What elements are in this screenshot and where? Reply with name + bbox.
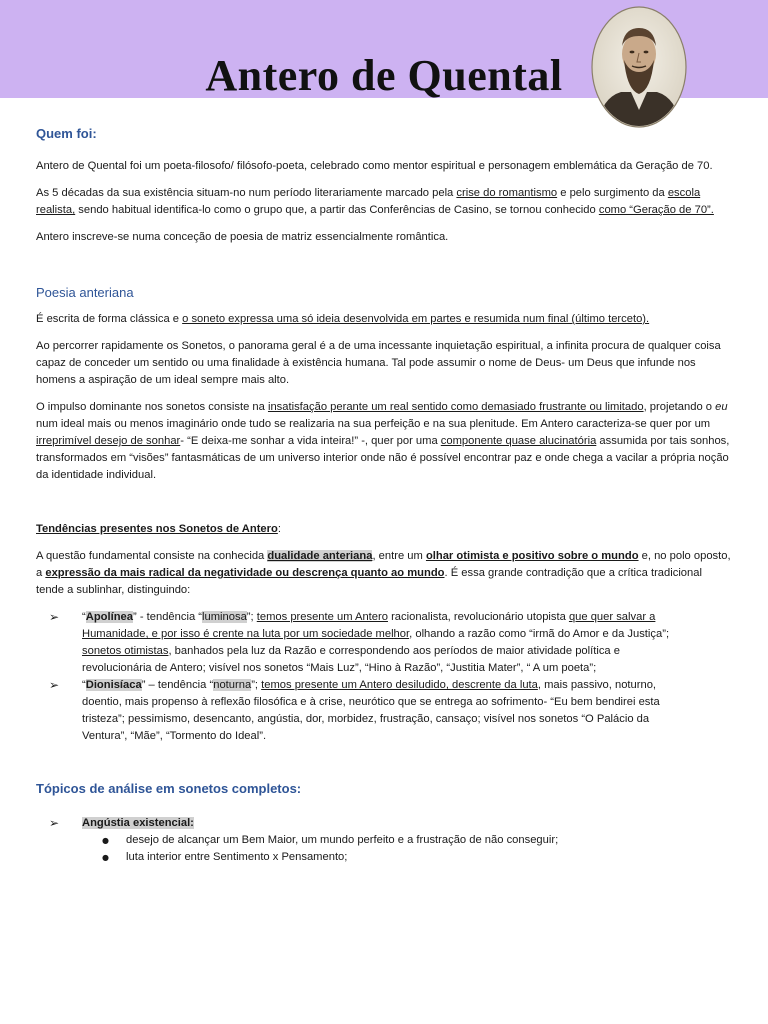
text-span: ”;: [251, 679, 262, 691]
paragraph: [36, 548, 732, 599]
text-span: O impulso dominante nos sonetos consiste na: [36, 401, 268, 413]
underlined-text: temos presente um Antero: [256, 611, 388, 623]
paragraph: [36, 185, 732, 219]
heading-text: Tendências presentes nos Sonetos de Antero: [36, 523, 278, 535]
text-span: , mais passivo, noturno, doentio, mais propenso à reflexão filosófica e à crise, neurótico que se entrega ao sofrimento- “Eu bem bendirei esta tristeza”; pessimismo, desencanto, angústia, dor, morbidez, frustração, cansaço; visível nos sonetos “O Palácio da Ventura”, “Mãe”, “Tormento do Ideal”.: [82, 679, 660, 742]
underlined-text: como “Geração de 70”.: [598, 204, 714, 216]
text-span: assumida por tais sonhos, transformados em “visões” fantasmáticas de um universo interior onde não é possível encontrar paz e onde chega a vacilar a própria noção da identidade individual.: [36, 435, 730, 481]
text-span: . É essa grande contradição que a crítica tradicional tende a sublinhar, distinguindo:: [36, 567, 702, 596]
underlined-text: temos presente um Antero desiludido, descrente da luta: [261, 679, 538, 691]
underlined-text: sonetos otimistas: [82, 645, 169, 657]
section-heading-tendencias: [36, 521, 732, 538]
author-portrait: [591, 6, 687, 128]
text-span: racionalista, revolucionário utopista: [387, 611, 569, 623]
topics-list: [36, 815, 732, 832]
text-span: , projetando o: [643, 401, 716, 413]
paragraph: Antero inscreve-se numa conceção de poesia de matriz essencialmente romântica.: [36, 231, 449, 243]
highlighted-text: dualidade anteriana: [267, 550, 373, 562]
text-span: num ideal mais ou menos imaginário onde tudo se realizaria na sua perfeição e na sua plenitude. Em Antero caracteriza-se quer por um: [36, 418, 711, 430]
text-span: , entre um: [372, 550, 426, 562]
document-body: [36, 120, 732, 866]
text-span: e, no polo oposto, a: [36, 550, 731, 579]
underlined-text: escola realista,: [36, 187, 701, 216]
underlined-bold-text: expressão da mais radical da negatividade ou descrença quanto ao mundo: [45, 567, 445, 579]
text-span: “: [82, 679, 86, 691]
bullet-item: ● desejo de alcançar um Bem Maior, um mundo perfeito e a frustração de não conseguir;: [36, 832, 732, 849]
text-span: e pelo surgimento da: [557, 187, 668, 199]
section-heading-poesia-anteriana: Poesia anteriana: [36, 285, 134, 300]
underlined-text: que quer salvar a Humanidade, e por isso é crente na luta por um sociedade melhor: [82, 611, 656, 640]
angustia-bullets: [36, 832, 732, 866]
highlighted-text: Angústia existencial:: [82, 817, 194, 829]
underlined-text: crise do romantismo: [456, 187, 558, 199]
underlined-text: componente quase alucinatória: [440, 435, 597, 447]
paragraph: Ao percorrer rapidamente os Sonetos, o panorama geral é a de uma incessante inquietação espiritual, a infinita procura de qualquer coisa capaz de conceder um sentido ou uma finalidade à existência humana. Tal pode assumir o nome de Deus- um Deus que infunde nos homens a aspiração de um ideal sempre mais alto.: [36, 340, 721, 386]
paragraph: [36, 399, 732, 484]
section-heading-topicos: Tópicos de análise em sonetos completos:: [36, 781, 302, 796]
text-span: , olhando a razão como “irmã do Amor e da Justiça”;: [409, 628, 670, 640]
bullet-item: ● luta interior entre Sentimento x Pensamento;: [36, 849, 732, 866]
underlined-bold-text: olhar otimista e positivo sobre o mundo: [425, 550, 639, 562]
list-item-apolinea: [36, 609, 732, 677]
text-span: ” - tendência “: [132, 611, 203, 623]
paragraph: Antero de Quental foi um poeta-filosofo/ filósofo-poeta, celebrado como mentor espiritual e personagem emblemática da Geração de 70.: [36, 160, 713, 172]
highlighted-text: Dionisíaca: [85, 679, 142, 691]
italic-text: eu: [715, 401, 728, 413]
list-item-dionisiaca: [36, 677, 732, 745]
text-span: “: [82, 611, 86, 623]
text-span: ”;: [246, 611, 257, 623]
list-item-angustia: [36, 815, 732, 832]
underlined-text: insatisfação perante um real sentido como demasiado frustrante ou limitado: [267, 401, 644, 413]
section-heading-quem-foi: Quem foi:: [36, 126, 97, 141]
tendencies-list: [36, 609, 732, 745]
text-span: A questão fundamental consiste na conhecida: [36, 550, 268, 562]
paragraph: [36, 311, 732, 328]
text-span: - “E deixa-me sonhar a vida inteira!” -, quer por uma: [180, 435, 441, 447]
text-span: :: [277, 523, 281, 535]
highlighted-text: luminosa: [202, 611, 247, 623]
highlighted-text: Apolínea: [85, 611, 133, 623]
text-span: sendo habitual identifica-lo como o grupo que, a partir das Conferências de Casino, se tornou conhecido: [75, 204, 599, 216]
text-span: As 5 décadas da sua existência situam-no num período literariamente marcado pela: [36, 187, 457, 199]
text-span: É escrita de forma clássica e: [36, 313, 183, 325]
underlined-text: irreprimível desejo de sonhar: [36, 435, 181, 447]
highlighted-text: noturna: [213, 679, 252, 691]
text-span: ” – tendência “: [141, 679, 214, 691]
text-span: , banhados pela luz da Razão e correspondendo aos períodos de maior atividade política e revolucionária de Antero; visível nos sonetos “Mais Luz”, “Hino à Razão”, “Justitia Mater”, “ A um poeta”;: [82, 645, 620, 674]
underlined-text: o soneto expressa uma só ideia desenvolvida em partes e resumida num final (último terceto).: [182, 313, 650, 325]
page-title: Antero de Quental: [205, 51, 563, 100]
